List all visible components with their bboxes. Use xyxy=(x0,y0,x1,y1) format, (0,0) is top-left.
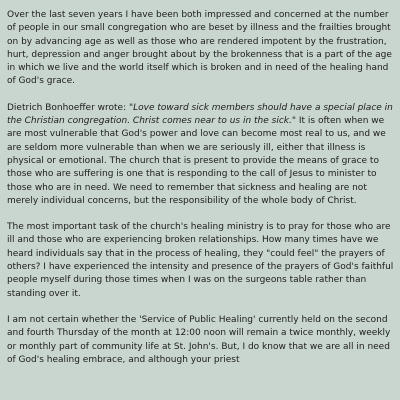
article-body xyxy=(7,9,394,380)
paragraph-3: The most important task of the church's healing ministry is to pray for those who are ill and those who are experiencing broken relationships. How many times have we heard individuals say that in the process of healing, they "could feel" the prayers of others? I have experienced the intensity and presence of the prayers of God's faithful people myself during those times when I was on the surgeons table rather than standing over it. xyxy=(7,222,394,299)
paragraph-1: Over the last seven years I have been both impressed and concerned at the number of people in our small congregation who are beset by illness and the frailties brought on by advancing age as well as those who are rendered impotent by the frustration, hurt, depression and anger brought about by the brokenness that is a part of the age in which we live and the world itself which is broken and in need of the healing hand of God's grace. xyxy=(7,10,392,87)
bonhoeffer-quote: "Love toward sick members should have a special place in the Christian congregation. Christ comes near to us in the sick." xyxy=(7,102,393,127)
paragraph-2 xyxy=(7,102,394,208)
paragraph-4: I am not certain whether the 'Service of Public Healing' currently held on the second and fourth Thursday of the month at 12:00 noon will remain a twice monthly, weekly or monthly part of community life at St. John's. But, I do know that we are all in need of God's healing embrace, and although your priest xyxy=(7,314,391,365)
paragraph-2-lead: Dietrich Bonhoeffer wrote: xyxy=(7,102,129,113)
paragraph-2-rest: It is often when we are most vulnerable that God's power and love can become most real to us, and we are seldom more vulnerable than when we are seriously ill, either that illness is physical or emotional. The church that is present to provide the means of grace to those who are suffering is one that is responding to the call of Jesus to minister to those who are in need. We need to remember that sickness and healing are not merely individual concerns, but the responsibility of the whole body of Christ. xyxy=(7,116,386,206)
